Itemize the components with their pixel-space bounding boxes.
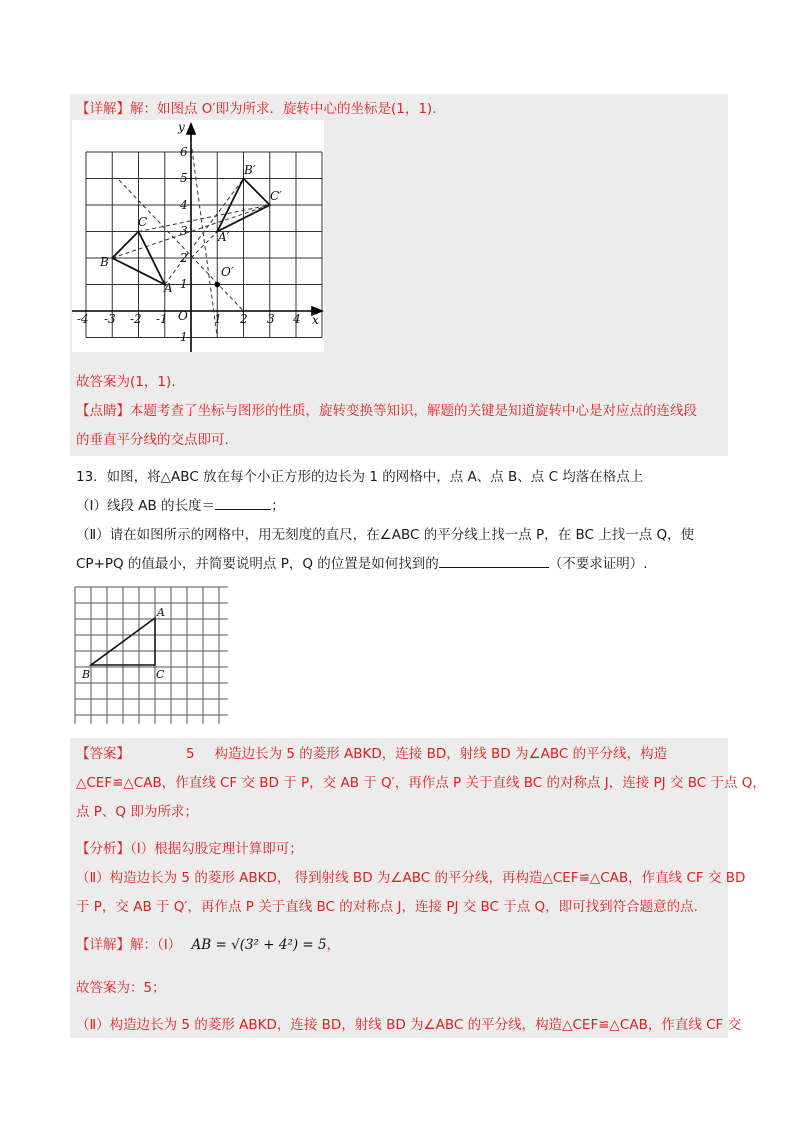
coordinate-plane: [72, 120, 324, 352]
question-13-part1: [76, 495, 285, 517]
point-b-prime-label: B′: [244, 163, 256, 177]
answer-tag: 【答案】: [76, 746, 130, 762]
comment-tag: 【点睛】: [76, 403, 130, 419]
part2-end: （不要求证明）.: [548, 556, 648, 572]
comment-text-1: 本题考查了坐标与图形的性质，旋转变换等知识，解题的关键是知道旋转中心是对应点的连线段: [130, 403, 697, 419]
analysis-text-1: （Ⅰ）根据勾股定理计算即可；: [130, 841, 303, 857]
answer-text-1: 构造边长为 5 的菱形 ABKD，连接 BD，射线 BD 为∠ABC 的平分线，构造: [214, 746, 668, 762]
rotation-figure: [72, 120, 324, 352]
point-b-label: B: [100, 255, 109, 269]
question-13-stem: 13．如图，将△ABC 放在每个小正方形的边长为 1 的网格中，点 A、点 B、点 C 均落在格点上: [76, 469, 644, 485]
last-line: （Ⅱ）构造边长为 5 的菱形 ABKD，连接 BD，射线 BD 为∠ABC 的平分线，构造△CEF≌△CAB，作直线 CF 交: [76, 1017, 742, 1033]
point-c-label: C: [138, 215, 148, 229]
part2-blank: [439, 553, 549, 568]
analysis-tag: 【分析】: [76, 841, 130, 857]
y-axis-label: y: [178, 120, 185, 134]
x-tick-neg1: -1: [156, 312, 168, 326]
part1-text: （Ⅰ）线段 AB 的长度＝: [76, 498, 216, 514]
analysis-line-3: 于 P，交 AB 于 Q′，再作点 P 关于直线 BC 的对称点 J，连接 PJ 交 BC 于点 Q，即可找到符合题意的点.: [76, 899, 698, 915]
answer-line-1: [76, 743, 667, 765]
x-tick-1: 1: [214, 312, 222, 326]
detail-text: 解：如图点 O′即为所求．旋转中心的坐标是(1，1).: [130, 101, 437, 117]
comment-line-1: [76, 400, 697, 422]
point-o-prime-label: O′: [221, 265, 234, 279]
comment-line-2: 的垂直平分线的交点即可.: [76, 432, 229, 448]
detail-suffix: ，: [326, 937, 341, 953]
answer-line-2: △CEF≌△CAB，作直线 CF 交 BD 于 P，交 AB 于 Q′，再作点 P 关于直线 BC 的对称点 J，连接 PJ 交 BC 于点 Q，: [76, 775, 766, 791]
x-axis-label: x: [312, 313, 319, 327]
origin-label: O: [178, 309, 188, 323]
detail-prefix: 解：（Ⅰ）: [130, 937, 182, 953]
y-tick-3: 3: [180, 224, 188, 238]
label-a: A: [157, 606, 165, 619]
point-a-label: A: [164, 281, 173, 295]
rotation-center-point: [214, 282, 220, 288]
part1-blank: [215, 495, 271, 510]
x-tick-2: 2: [240, 312, 248, 326]
analysis-line-2: （Ⅱ）构造边长为 5 的菱形 ABKD， 得到射线 BD 为∠ABC 的平分线，再构造△CEF≌△CAB，作直线 CF 交 BD: [76, 870, 746, 886]
y-tick-2: 2: [180, 251, 188, 265]
grid-lines: [75, 587, 228, 724]
point-a-prime-label: A′: [218, 230, 230, 244]
label-b: B: [82, 668, 91, 681]
detail-line-1: [76, 98, 437, 120]
question-13-part2-line2: [76, 553, 648, 575]
answer-line-3: 点 P、Q 即为所求；: [76, 804, 198, 820]
question-13-part2-line1: （Ⅱ）请在如图所示的网格中，用无刻度的直尺，在∠ABC 的平分线上找一点 P，在 BC 上找一点 Q，使: [76, 527, 695, 543]
y-tick-1: 1: [180, 277, 188, 291]
part2-text: CP+PQ 的值最小，并简要说明点 P，Q 的位置是如何找到的: [76, 556, 439, 572]
question-13-grid-figure: [74, 586, 230, 726]
y-axis-arrow: [187, 124, 195, 134]
answer-value: 5: [186, 746, 195, 762]
answer-2-line: 故答案为：5；: [76, 980, 166, 996]
x-tick-4: 4: [293, 312, 301, 326]
point-c-prime-label: C′: [270, 189, 282, 203]
y-tick-6: 6: [180, 145, 188, 159]
x-tick-neg4: -4: [77, 312, 89, 326]
y-tick-neg1: -1: [176, 330, 188, 344]
part1-end: ；: [271, 498, 285, 514]
analysis-line-1: [76, 838, 303, 860]
detail-tag: 【详解】: [76, 101, 130, 117]
answer-line: 故答案为(1，1).: [76, 374, 176, 390]
detail-tag-2: 【详解】: [76, 937, 130, 953]
x-tick-neg3: -3: [104, 312, 116, 326]
x-tick-neg2: -2: [130, 312, 142, 326]
y-tick-4: 4: [180, 198, 188, 212]
grid-drawing: [74, 586, 230, 726]
pythagoras-formula: AB = √(3² + 4²) = 5: [191, 937, 327, 953]
y-tick-5: 5: [180, 171, 188, 185]
detail-line: [76, 934, 340, 956]
x-tick-3: 3: [267, 312, 275, 326]
label-c: C: [156, 668, 165, 681]
